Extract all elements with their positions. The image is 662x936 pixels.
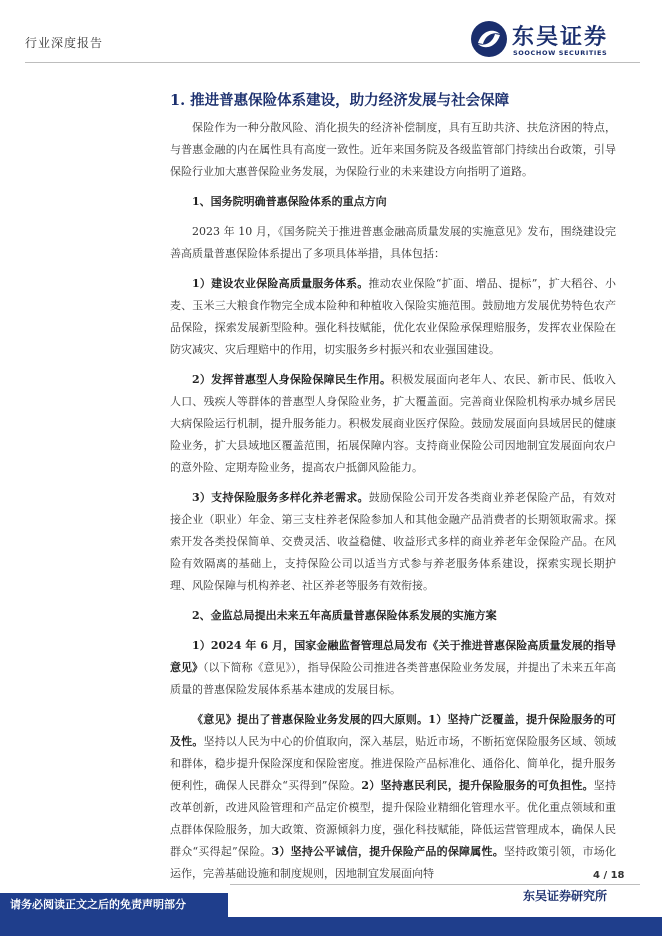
measure-1-text: 推动农业保险“扩面、增品、提标”，扩大稻谷、小麦、玉米三大粮食作物完全成本险种和种植收入保险实施范围。鼓励地方发展优势特色农产品保险，探索发展新型险种。强化科技赋能，优化农业保险承保理赔服务，发挥农业保险在防灾减灾、灾后理赔中的作用，切实服务乡村振兴和农业强国建设。 bbox=[170, 277, 616, 356]
measure-paragraph-1 bbox=[170, 273, 616, 361]
disclaimer-banner: 请务必阅读正文之后的免责声明部分 bbox=[0, 893, 228, 917]
principle-1-text: 坚持以人民为中心的价值取向，深入基层，贴近市场，不断拓宽保险服务区域、领域和群体，稳步提升保险深度和保险密度。推进保险产品标准化、通俗化、简单化，提升服务便利性，确保人民群众“买得到”保险。 bbox=[170, 735, 617, 792]
principle-2-text: 坚持改革创新，改进风险管理和产品定价模型，提升保险业精细化管理水平。优化重点领域和重点群体保险服务，加大政策、资源倾斜力度，强化科技赋能，降低运营管理成本，确保人民群众“买得起”保险。 bbox=[170, 779, 617, 858]
main-content bbox=[170, 117, 616, 885]
guidance-text: （以下简称《意见》），指导保险公司推进各类普惠保险业务发展，并提出了未来五年高质量的普惠保险发展体系基本建成的发展目标。 bbox=[170, 661, 617, 696]
soochow-logo bbox=[470, 18, 640, 62]
footer-divider bbox=[230, 884, 640, 885]
document-type: 行业深度报告 bbox=[25, 36, 104, 50]
principles-lead: 《意见》提出了普惠保险业务发展的四大原则。1）坚持广泛覆盖，提升保险服务的可及性。 bbox=[170, 713, 616, 748]
measure-2-text: 积极发展面向老年人、农民、新市民、低收入人口、残疾人等群体的普惠型人身保险业务，扩大覆盖面。完善商业保险机构承办城乡居民大病保险运行机制，提升服务能力。积极发展商业医疗保险。鼓励发展面向县域居民的健康险业务，扩大县域地区覆盖范围，拓展保障内容。支持商业保险公司因地制宜发展面向农户的意外险、定期寿险业务，提高农户抵御风险能力。 bbox=[170, 373, 616, 474]
logo-chinese-name: 东吴证券 bbox=[512, 25, 609, 50]
section-intro-paragraph: 保险作为一种分散风险、消化损失的经济补偿制度，具有互助共济、扶危济困的特点，与普惠金融的内在属性具有高度一致性。近年来国务院及各级监管部门持续出台政策，引导保险行业加大惠普保险业务发展，为保险行业的未来建设方向指明了道路。 bbox=[170, 121, 616, 178]
logo-english-name: SOOCHOW SECURITIES bbox=[513, 49, 608, 57]
subsection-1-intro: 2023 年 10 月，《国务院关于推进普惠金融高质量发展的实施意见》发布，围绕建设完善高质量普惠保险体系提出了多项具体举措，具体包括： bbox=[170, 225, 616, 260]
principles-paragraph bbox=[170, 709, 616, 885]
measure-3-lead: 3）支持保险服务多样化养老需求。 bbox=[192, 491, 369, 504]
guidance-lead: 1）2024 年 6 月，国家金融监督管理总局发布《关于推进普惠保险高质量发展的指导意见》 bbox=[170, 639, 616, 674]
subsection-2-title: 2、金监总局提出未来五年高质量普惠保险体系发展的实施方案 bbox=[192, 609, 497, 622]
footer-organization: 东吴证券研究所 bbox=[523, 889, 608, 903]
principle-2-lead: 2）坚持惠民利民，提升保险服务的可负担性。 bbox=[361, 779, 594, 792]
page-number: 4 / 18 bbox=[593, 870, 625, 881]
measure-paragraph-2 bbox=[170, 369, 616, 479]
guidance-paragraph bbox=[170, 635, 616, 701]
soochow-logo-icon bbox=[470, 20, 508, 58]
measure-3-text: 鼓励保险公司开发各类商业养老保险产品，有效对接企业（职业）年金、第三支柱养老保险参加人和其他金融产品消费者的长期领取需求。探索开发各类投保简单、交费灵活、收益稳健、收益形式多样的商业养老年金保险产品。在风险有效隔离的基础上，支持保险公司以适当方式参与养老服务体系建设，探索实现长期护理、风险保障与机构养老、社区养老等服务有效衔接。 bbox=[170, 491, 617, 592]
header-divider bbox=[25, 62, 640, 63]
principle-3-text: 坚持政策引领，市场化运作，完善基础设施和制度规则，因地制宜发展面向特 bbox=[170, 845, 617, 880]
footer-bar bbox=[0, 917, 662, 936]
principle-3-lead: 3）坚持公平诚信，提升保险产品的保障属性。 bbox=[271, 845, 504, 858]
measure-1-lead: 1）建设农业保险高质量服务体系。 bbox=[192, 277, 369, 290]
measure-2-lead: 2）发挥普惠型人身保险保障民生作用。 bbox=[192, 373, 392, 386]
measure-paragraph-3 bbox=[170, 487, 616, 597]
subsection-1-title: 1、国务院明确普惠保险体系的重点方向 bbox=[192, 195, 387, 208]
section-title: 1. 推进普惠保险体系建设，助力经济发展与社会保障 bbox=[170, 92, 510, 109]
